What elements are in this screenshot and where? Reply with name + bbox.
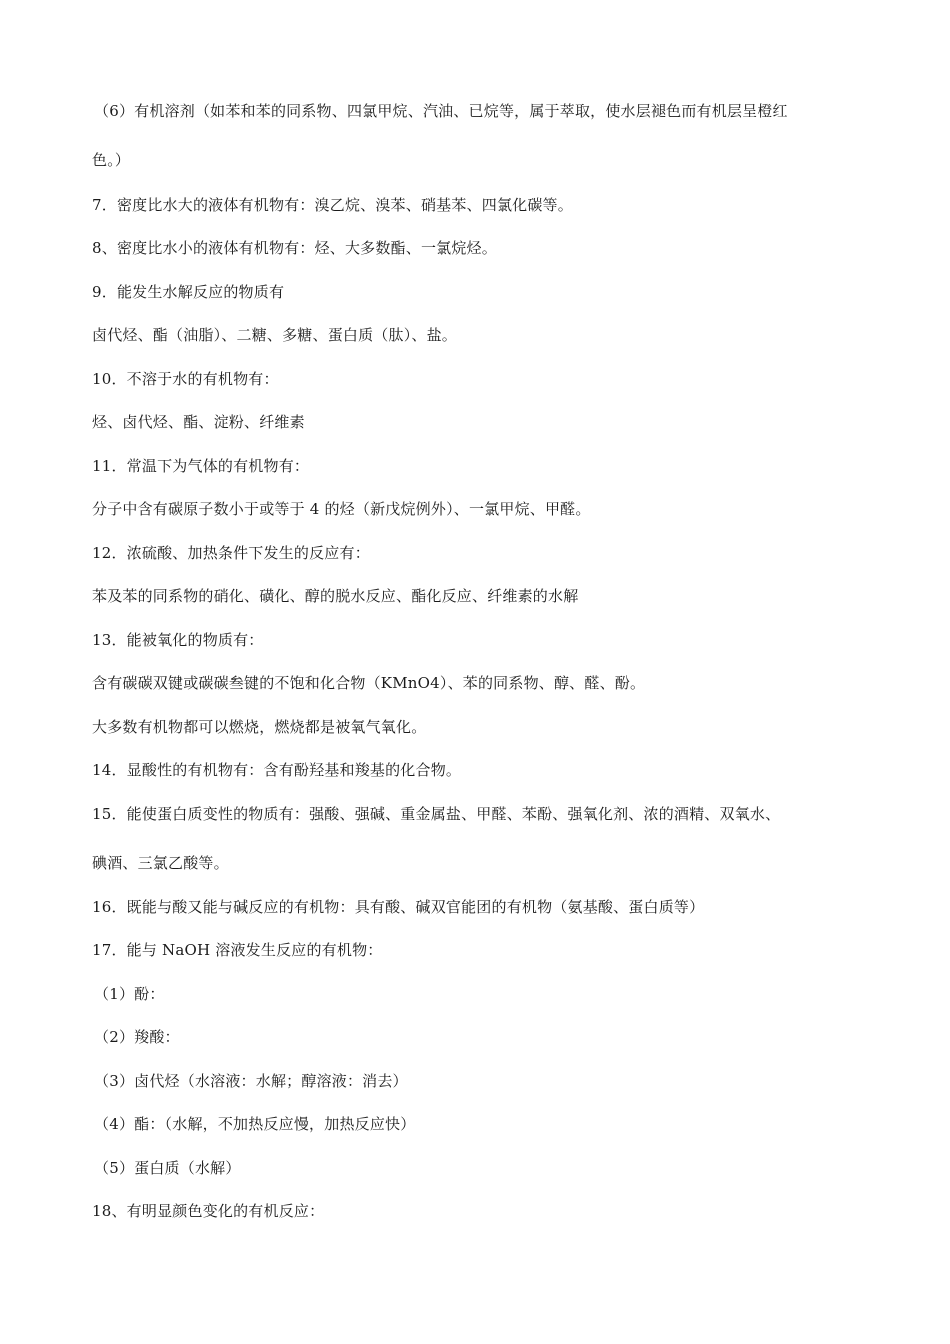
text-line-item-15-cont: 碘酒、三氯乙酸等。 xyxy=(92,854,229,872)
text-line-item-13-detail: 含有碳碳双键或碳碳叁键的不饱和化合物（KMnO4）、苯的同系物、醇、醛、酚。 xyxy=(92,674,646,692)
text-line-organic-solvent-cont: 色。） xyxy=(92,151,131,169)
text-line-item-12-detail: 苯及苯的同系物的硝化、磺化、醇的脱水反应、酯化反应、纤维素的水解 xyxy=(92,587,579,605)
text-line-item-16: 16．既能与酸又能与碱反应的有机物：具有酸、碱双官能团的有机物（氨基酸、蛋白质等） xyxy=(92,898,705,916)
text-line-item-17-sub-4: （4）酯：（水解，不加热反应慢，加热反应快） xyxy=(94,1115,416,1133)
text-line-item-7: 7．密度比水大的液体有机物有：溴乙烷、溴苯、硝基苯、四氯化碳等。 xyxy=(92,196,573,214)
text-line-item-8: 8、密度比水小的液体有机物有：烃、大多数酯、一氯烷烃。 xyxy=(92,239,497,257)
text-line-item-15: 15．能使蛋白质变性的物质有：强酸、强碱、重金属盐、甲醛、苯酚、强氧化剂、浓的酒精、双氧水、 xyxy=(92,805,781,823)
text-line-item-11-detail: 分子中含有碳原子数小于或等于 4 的烃（新戊烷例外）、一氯甲烷、甲醛。 xyxy=(92,500,591,518)
text-line-item-11: 11．常温下为气体的有机物有： xyxy=(92,457,310,475)
text-line-item-17-sub-3: （3）卤代烃（水溶液：水解；醇溶液：消去） xyxy=(94,1072,408,1090)
text-line-item-14: 14．显酸性的有机物有：含有酚羟基和羧基的化合物。 xyxy=(92,761,462,779)
text-line-item-10-detail: 烃、卤代烃、酯、淀粉、纤维素 xyxy=(92,413,305,431)
text-line-item-9-detail: 卤代烃、酯（油脂）、二糖、多糖、蛋白质（肽）、盐。 xyxy=(92,326,458,344)
text-line-item-9: 9．能发生水解反应的物质有 xyxy=(92,283,285,301)
text-line-item-17-sub-5: （5）蛋白质（水解） xyxy=(94,1159,241,1177)
text-line-organic-solvent: （6）有机溶剂（如苯和苯的同系物、四氯甲烷、汽油、已烷等，属于萃取，使水层褪色而有机层呈橙红 xyxy=(94,102,788,120)
text-line-item-17: 17．能与 NaOH 溶液发生反应的有机物： xyxy=(92,941,383,959)
text-line-item-12: 12．浓硫酸、加热条件下发生的反应有： xyxy=(92,544,370,562)
text-line-item-17-sub-1: （1）酚： xyxy=(94,985,165,1003)
text-line-item-17-sub-2: （2）羧酸： xyxy=(94,1028,180,1046)
text-line-item-13: 13．能被氧化的物质有： xyxy=(92,631,264,649)
text-line-item-13-note: 大多数有机物都可以燃烧，燃烧都是被氧气氧化。 xyxy=(92,718,427,736)
text-line-item-10: 10．不溶于水的有机物有： xyxy=(92,370,279,388)
text-line-item-18: 18、有明显颜色变化的有机反应： xyxy=(92,1202,325,1220)
